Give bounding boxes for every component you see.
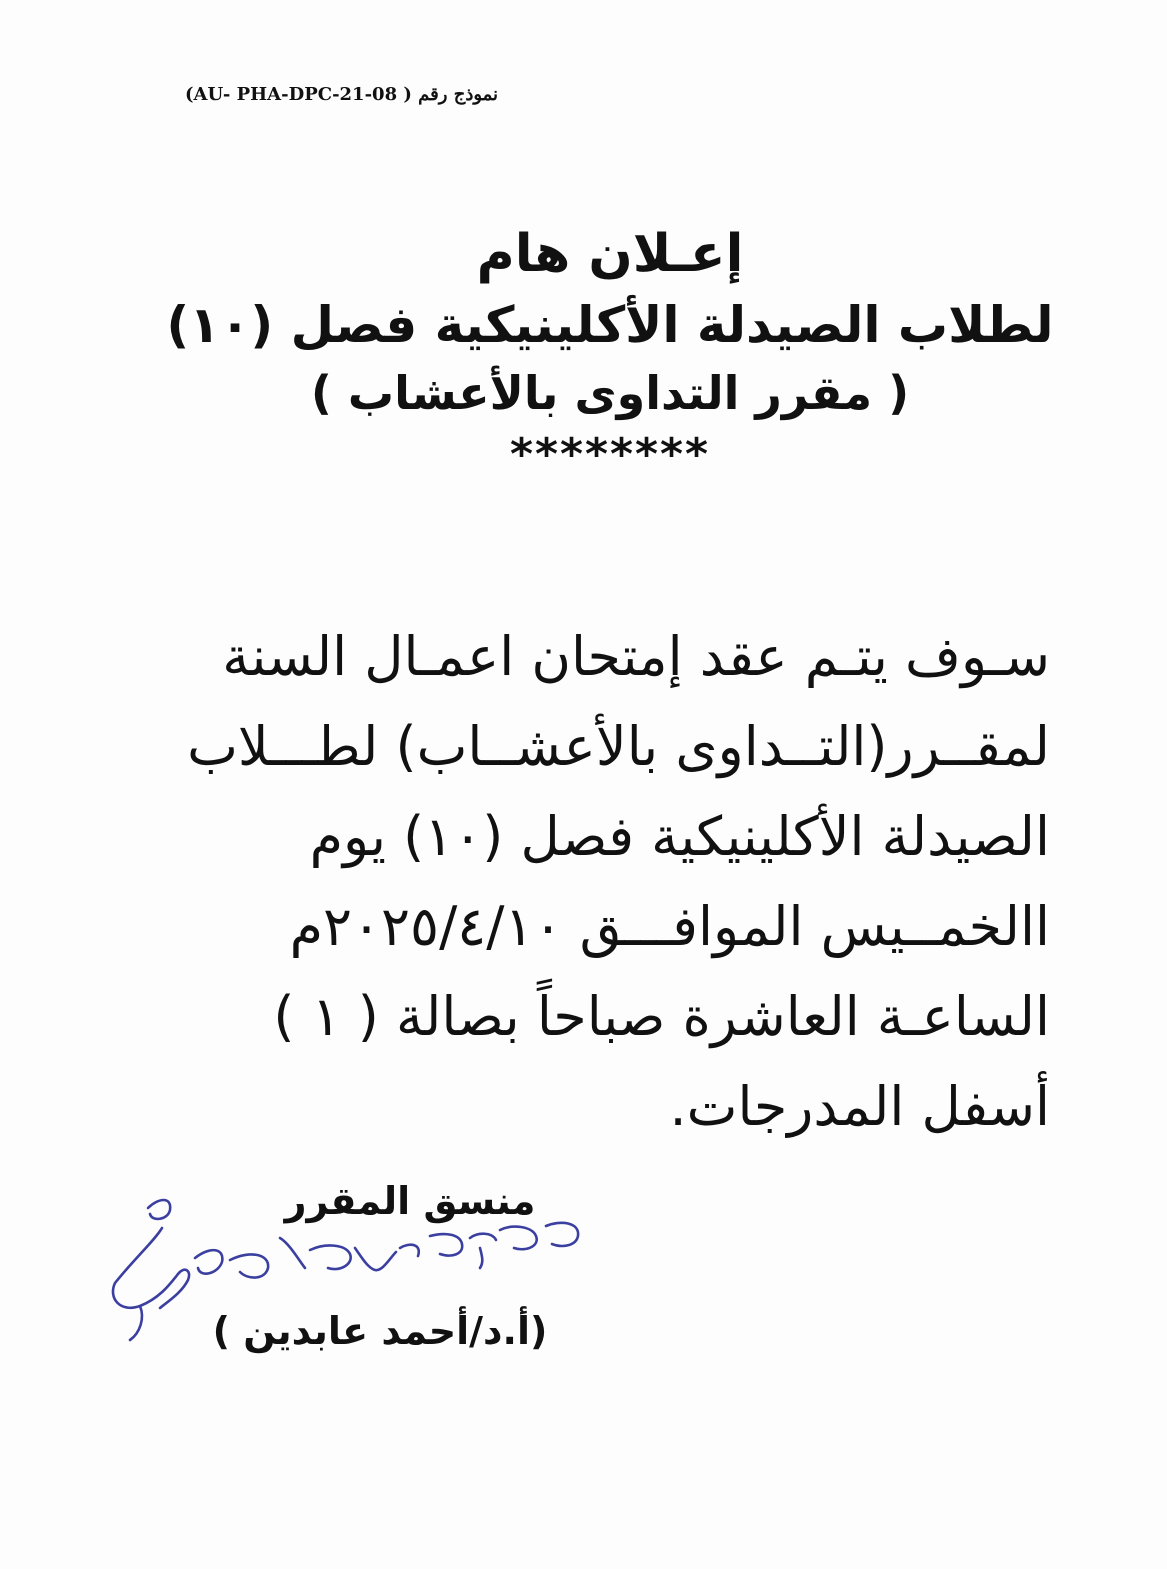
body-line: أسفل المدرجات. [669,1075,1050,1138]
announcement-body [180,612,1050,1152]
body-line: االخمــيس الموافـــق ٢٠٢٥/٤/١٠م [289,895,1050,958]
stars-divider: ******** [509,429,711,480]
announcement-title: إعـلان هام [476,224,744,284]
coordinator-name: (أ.د/أحمد عابدين ) [212,1309,548,1353]
announcement-audience: لطلاب الصيدلة الأكلينيكية فصل (١٠) [166,296,1054,354]
form-number: نموذج رقم ( AU- PHA-DPC-21-08) [185,84,499,105]
coordinator-label: منسق المقرر [284,1179,536,1223]
body-line: الساعـة العاشرة صباحاً بصالة ( ١ ) [273,985,1050,1048]
body-line: الصيدلة الأكلينيكية فصل (١٠) يوم [309,805,1050,868]
title-block [150,218,1070,484]
body-line: لمقــرر(التــداوى بالأعشــاب) لطـــلاب [187,715,1050,778]
body-line: سـوف يتـم عقد إمتحان اعمـال السنة [222,625,1050,688]
course-name: ( مقرر التداوى بالأعشاب ) [310,366,910,420]
